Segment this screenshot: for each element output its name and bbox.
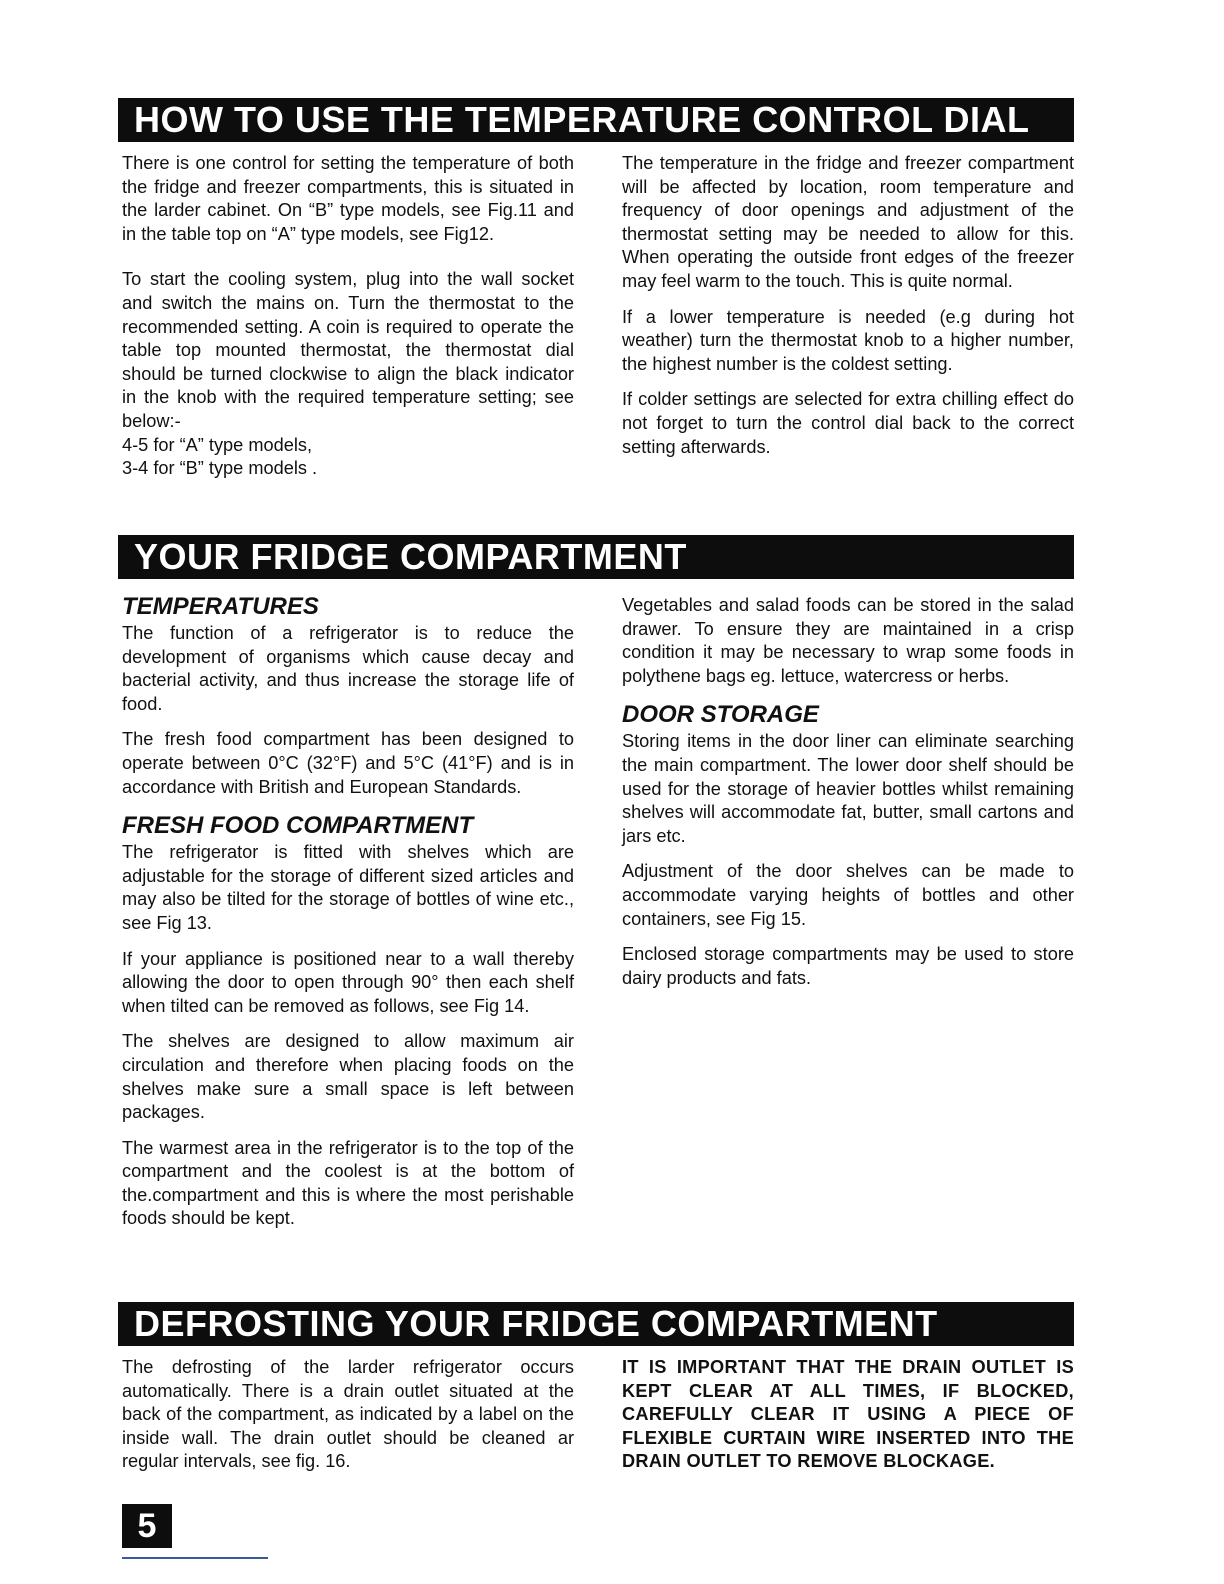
paragraph: The function of a refrigerator is to reduce the development of organisms which cause decay and bacterial activity, and thus increase the storage life of food. bbox=[122, 623, 574, 714]
paragraph: The defrosting of the larder refrigerator occurs automatically. There is a drain outlet situated at the back of the compartment, as indicated by a label on the inside wall. The drain outlet should be cleaned ar regular intervals, see fig. 16. bbox=[122, 1357, 574, 1472]
paragraph: Enclosed storage compartments may be used to store dairy products and fats. bbox=[622, 944, 1074, 988]
paragraph: There is one control for setting the temperature of both the fridge and freezer compartments, this is situated in the larder cabinet. On “B” type models, see Fig.11 and in the table top on “A” type models, see Fig12. bbox=[122, 153, 574, 244]
footer-rule bbox=[122, 1557, 268, 1559]
paragraph: If colder settings are selected for extra chilling effect do not forget to turn the control dial back to the correct setting afterwards. bbox=[622, 389, 1074, 457]
fridge-compartment-left-column bbox=[122, 592, 574, 1243]
temperature-control-left-column bbox=[122, 152, 574, 481]
paragraph: The temperature in the fridge and freezer compartment will be affected by location, room temperature and frequency of door openings and adjustment of the thermostat setting may be needed to allow for this. When operating the outside front edges of the freezer may feel warm to the touch. This is quite normal. bbox=[622, 153, 1074, 291]
paragraph: The warmest area in the refrigerator is to the top of the compartment and the coolest is at the bottom of the.compartment and this is where the most perishable foods should be kept. bbox=[122, 1137, 574, 1229]
section-title-fridge-compartment: YOUR FRIDGE COMPARTMENT bbox=[118, 535, 1074, 579]
fridge-compartment-right-column bbox=[622, 594, 1074, 1002]
section-title-defrosting: DEFROSTING YOUR FRIDGE COMPARTMENT bbox=[118, 1302, 1074, 1346]
fresh-food-heading: FRESH FOOD COMPARTMENT bbox=[122, 812, 474, 840]
temperature-control-right-column bbox=[622, 152, 1074, 471]
door-storage-heading: DOOR STORAGE bbox=[622, 701, 819, 729]
paragraph: Vegetables and salad foods can be stored in the salad drawer. To ensure they are maintained in a crisp condition it may be necessary to wrap some foods in polythene bags eg. lettuce, watercress or herbs. bbox=[622, 595, 1074, 686]
paragraph: To start the cooling system, plug into the wall socket and switch the mains on. Turn the thermostat to the recommended setting. A coin is required to operate the table top mounted thermostat, the thermostat dial should be turned clockwise to align the black indicator in the knob with the required temperature setting; see below:- bbox=[122, 269, 574, 431]
paragraph: If your appliance is positioned near to a wall thereby allowing the door to open through 90° then each shelf when tilted can be removed as follows, see Fig 14. bbox=[122, 948, 574, 1016]
drain-outlet-warning: IT IS IMPORTANT THAT THE DRAIN OUTLET IS KEPT CLEAR AT ALL TIMES, IF BLOCKED, CAREFULLY CLEAR IT USING A PIECE OF FLEXIBLE CURTAIN WIRE INSERTED INTO THE DRAIN OUTLET TO REMOVE BLOCKAGE. bbox=[622, 1357, 1074, 1472]
paragraph: Storing items in the door liner can eliminate searching the main compartment. The lower door shelf should be used for the storage of heavier bottles whilst remaining shelves will accommodate fat, butter, small cartons and jars etc. bbox=[622, 731, 1074, 846]
temperatures-heading: TEMPERATURES bbox=[122, 593, 319, 620]
setting-b-line: 3-4 for “B” type models . bbox=[122, 458, 318, 479]
paragraph: The refrigerator is fitted with shelves which are adjustable for the storage of different sized articles and may also be tilted for the storage of bottles of wine etc., see Fig 13. bbox=[122, 842, 574, 933]
paragraph: The shelves are designed to allow maximum air circulation and therefore when placing foods on the shelves make sure a small space is left between packages. bbox=[122, 1031, 574, 1123]
defrosting-right-column bbox=[622, 1356, 1074, 1486]
section-title-temperature-control: HOW TO USE THE TEMPERATURE CONTROL DIAL bbox=[118, 98, 1074, 142]
paragraph: If a lower temperature is needed (e.g during hot weather) turn the thermostat knob to a higher number, the highest number is the coldest setting. bbox=[622, 306, 1074, 374]
defrosting-left-column bbox=[122, 1356, 574, 1486]
page-number: 5 bbox=[122, 1504, 172, 1548]
setting-a-line: 4-5 for “A” type models, bbox=[122, 434, 313, 455]
paragraph: The fresh food compartment has been designed to operate between 0°C (32°F) and 5°C (41°F) and is in accordance with British and European Standards. bbox=[122, 729, 574, 797]
paragraph: Adjustment of the door shelves can be made to accommodate varying heights of bottles and other containers, see Fig 15. bbox=[622, 861, 1074, 929]
